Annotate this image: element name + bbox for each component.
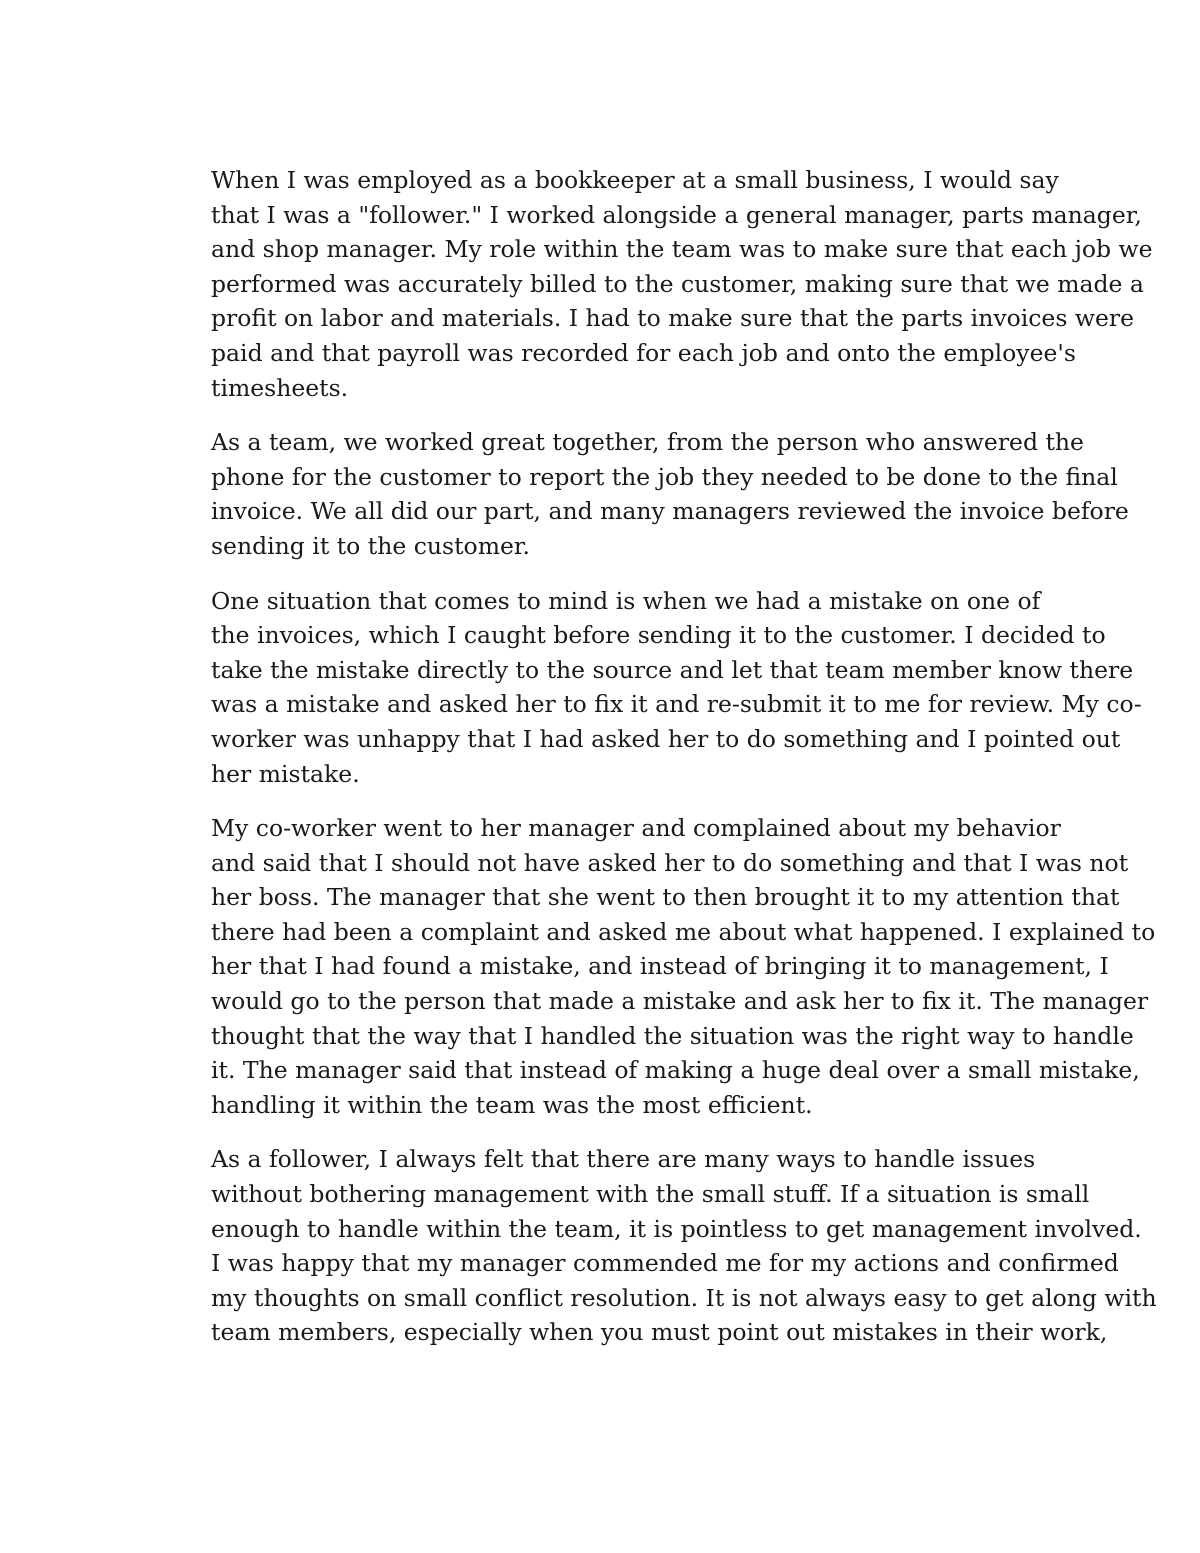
text-line: paid and that payroll was recorded for each job and onto the employee's	[211, 338, 1076, 367]
text-line: team members, especially when you must point out mistakes in their work,	[211, 1318, 1108, 1347]
text-line: it. The manager said that instead of making a huge deal over a small mistake,	[211, 1056, 1140, 1085]
text-line: timesheets.	[211, 373, 349, 402]
text-line: enough to handle within the team, it is pointless to get management involved.	[211, 1214, 1142, 1243]
text-line: As a team, we worked great together, from the person who answered the	[211, 428, 1084, 457]
text-line: handling it within the team was the most efficient.	[211, 1090, 813, 1119]
paragraph-1	[142, 163, 1153, 405]
text-line: One situation that comes to mind is when we had a mistake on one of	[211, 586, 1041, 615]
paragraph-5	[142, 1142, 1157, 1350]
text-line: would go to the person that made a mistake and ask her to fix it. The manager	[211, 987, 1149, 1016]
text-line: I was happy that my manager commended me for my actions and confirmed	[211, 1249, 1119, 1278]
text-line: was a mistake and asked her to fix it and re-submit it to me for review. My co-	[211, 690, 1142, 719]
text-line: and said that I should not have asked her to do something and that I was not	[211, 848, 1129, 877]
text-line: worker was unhappy that I had asked her to do something and I pointed out	[211, 724, 1121, 753]
text-line: profit on labor and materials. I had to make sure that the parts invoices were	[211, 304, 1135, 333]
text-line: phone for the customer to report the job they needed to be done to the final	[211, 462, 1118, 491]
paragraph-4	[142, 811, 1156, 1122]
paragraph-3	[142, 584, 1142, 792]
text-line: her boss. The manager that she went to then brought it to my attention that	[211, 883, 1120, 912]
text-line: take the mistake directly to the source and let that team member know there	[211, 655, 1134, 684]
text-line: My co-worker went to her manager and complained about my behavior	[211, 814, 1061, 843]
paragraph-2	[142, 425, 1129, 563]
text-line: performed was accurately billed to the customer, making sure that we made a	[211, 269, 1144, 298]
text-line: there had been a complaint and asked me about what happened. I explained to	[211, 917, 1156, 946]
text-line: and shop manager. My role within the team was to make sure that each job we	[211, 235, 1153, 264]
text-line: When I was employed as a bookkeeper at a small business, I would say	[211, 166, 1059, 194]
text-line: her mistake.	[211, 759, 360, 788]
text-line: the invoices, which I caught before sending it to the customer. I decided to	[211, 621, 1106, 650]
text-line: As a follower, I always felt that there are many ways to handle issues	[211, 1145, 1036, 1174]
document-body	[142, 163, 1157, 1370]
text-line: thought that the way that I handled the situation was the right way to handle	[211, 1021, 1134, 1050]
text-line: invoice. We all did our part, and many managers reviewed the invoice before	[211, 497, 1129, 526]
text-line: my thoughts on small conflict resolution. It is not always easy to get along with	[211, 1283, 1157, 1312]
text-line: her that I had found a mistake, and instead of bringing it to management, I	[211, 952, 1109, 981]
text-line: that I was a "follower." I worked alongside a general manager, parts manager,	[211, 200, 1142, 229]
text-line: sending it to the customer.	[211, 531, 531, 560]
text-line: without bothering management with the small stuff. If a situation is small	[211, 1180, 1090, 1209]
